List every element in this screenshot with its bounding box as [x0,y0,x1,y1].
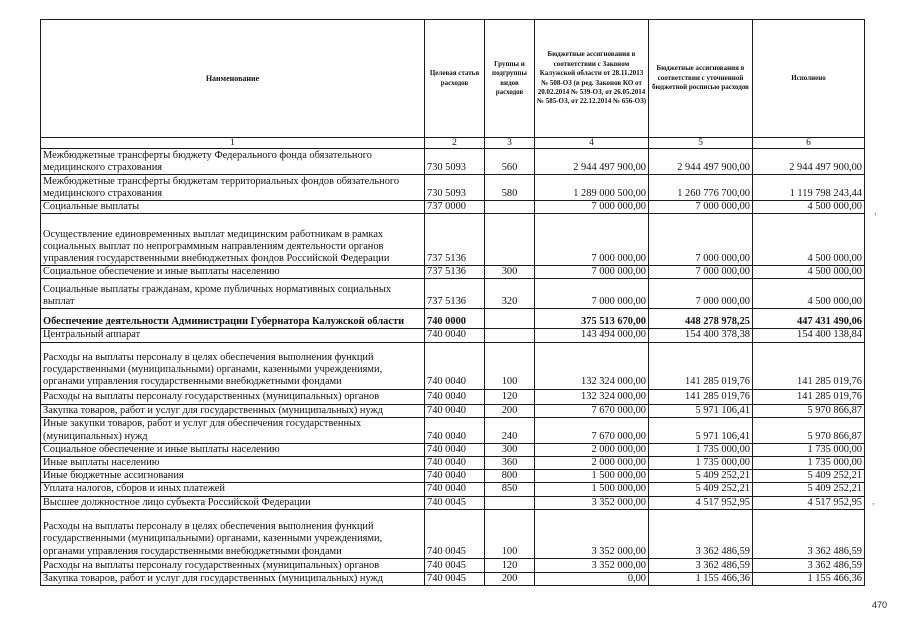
row-expense-group: 120 [485,558,535,572]
row-budget-amount: 132 324 000,00 [535,389,649,404]
row-name: Межбюджетные трансферты бюджету Федерального фонда обязательного медицинского страхования [41,149,425,175]
row-executed-amount: 154 400 138,84 [753,329,865,342]
row-refined-amount: 3 362 486,59 [649,509,753,558]
row-executed-amount: 141 285 019,76 [753,342,865,389]
page-number: 470 [872,600,888,610]
row-executed-amount: 3 362 486,59 [753,558,865,572]
row-name: Расходы на выплаты персоналу в целях обеспечения выполнения функций государственными (муниципальными) органами, казенными учреждениями, органами управления государственными внебюджетными фондами [41,509,425,558]
table-row [41,558,865,572]
row-expense-group: 320 [485,279,535,309]
header-executed: Исполнено [753,20,865,138]
row-name: Социальные выплаты гражданам, кроме публичных нормативных социальных выплат [41,279,425,309]
header-expense-groups: Группы и подгруппы видов расходов [485,20,535,138]
column-number: 3 [485,138,535,149]
row-target-code: 740 0000 [425,309,485,329]
row-target-code: 740 0040 [425,404,485,417]
column-number: 5 [649,138,753,149]
row-executed-amount: 141 285 019,76 [753,389,865,404]
row-budget-amount: 3 352 000,00 [535,509,649,558]
table-row [41,266,865,279]
row-name: Расходы на выплаты персоналу государственных (муниципальных) органов [41,389,425,404]
row-budget-amount: 132 324 000,00 [535,342,649,389]
table-row [41,443,865,456]
column-number: 1 [41,138,425,149]
table-row [41,404,865,417]
row-expense-group: 360 [485,457,535,470]
row-budget-amount: 375 513 670,00 [535,309,649,329]
row-expense-group [485,214,535,266]
row-target-code: 740 0045 [425,572,485,585]
row-expense-group: 100 [485,509,535,558]
row-budget-amount: 2 000 000,00 [535,457,649,470]
row-name: Иные выплаты населению [41,457,425,470]
row-target-code: 740 0040 [425,457,485,470]
row-budget-amount: 2 944 497 900,00 [535,149,649,175]
table-row [41,329,865,342]
row-target-code: 740 0045 [425,509,485,558]
column-number: 6 [753,138,865,149]
row-name: Закупка товаров, работ и услуг для государственных (муниципальных) нужд [41,572,425,585]
header-budget-law: Бюджетные ассигнования в соответствии с Законом Калужской области от 28.11.2013 № 508-ОЗ (в ред. Законов КО от 20.02.2014 № 539-ОЗ, от 26.05.2014 № 585-ОЗ, от 22.12.2014 № 656-ОЗ) [535,20,649,138]
table-row [41,572,865,585]
row-expense-group [485,496,535,509]
row-executed-amount: 1 155 466,36 [753,572,865,585]
row-refined-amount: 5 971 106,41 [649,404,753,417]
row-budget-amount: 3 352 000,00 [535,558,649,572]
row-refined-amount: 448 278 978,25 [649,309,753,329]
row-refined-amount: 5 409 252,21 [649,483,753,496]
row-target-code: 737 0000 [425,201,485,214]
row-expense-group: 850 [485,483,535,496]
row-budget-amount: 7 670 000,00 [535,417,649,443]
row-executed-amount: 1 735 000,00 [753,457,865,470]
row-refined-amount: 1 735 000,00 [649,457,753,470]
row-budget-amount: 1 500 000,00 [535,483,649,496]
row-budget-amount: 3 352 000,00 [535,496,649,509]
row-expense-group: 120 [485,389,535,404]
row-refined-amount: 3 362 486,59 [649,558,753,572]
table-row [41,149,865,175]
row-name: Иные закупки товаров, работ и услуг для обеспечения государственных (муниципальных) нужд [41,417,425,443]
row-name: Иные бюджетные ассигнования [41,470,425,483]
row-refined-amount: 141 285 019,76 [649,389,753,404]
row-executed-amount: 5 970 866,87 [753,404,865,417]
margin-mark: , [874,206,877,216]
row-refined-amount: 2 944 497 900,00 [649,149,753,175]
row-name: Расходы на выплаты персоналу государственных (муниципальных) органов [41,558,425,572]
row-budget-amount: 1 500 000,00 [535,470,649,483]
row-refined-amount: 1 735 000,00 [649,443,753,456]
row-target-code: 740 0040 [425,417,485,443]
row-expense-group [485,201,535,214]
row-expense-group: 800 [485,470,535,483]
table-row [41,457,865,470]
row-expense-group: 580 [485,175,535,201]
table-row [41,175,865,201]
header-name: Наименование [41,20,425,138]
row-executed-amount: 447 431 490,06 [753,309,865,329]
row-budget-amount: 7 000 000,00 [535,279,649,309]
row-executed-amount: 4 500 000,00 [753,214,865,266]
row-executed-amount: 4 500 000,00 [753,266,865,279]
table-row [41,417,865,443]
header-budget-refined: Бюджетные ассигнования в соответствии с уточненной бюджетной росписью расходов [649,20,753,138]
row-name: Уплата налогов, сборов и иных платежей [41,483,425,496]
row-target-code: 740 0045 [425,496,485,509]
table-row [41,470,865,483]
table-row [41,279,865,309]
row-target-code: 740 0040 [425,470,485,483]
row-name: Центральный аппарат [41,329,425,342]
row-target-code: 737 5136 [425,266,485,279]
column-number: 2 [425,138,485,149]
row-executed-amount: 4 500 000,00 [753,201,865,214]
row-refined-amount: 154 400 378,38 [649,329,753,342]
row-budget-amount: 7 000 000,00 [535,201,649,214]
row-name: Осуществление единовременных выплат медицинским работникам в рамках социальных выплат по непрограммным направлениям деятельности органов управления государственными внебюджетных фондов Российской Федерации [41,214,425,266]
row-target-code: 740 0040 [425,389,485,404]
row-name: Высшее должностное лицо субъекта Российской Федерации [41,496,425,509]
header-row [41,20,865,138]
row-expense-group: 200 [485,404,535,417]
table-row [41,496,865,509]
table-header [41,20,865,138]
row-executed-amount: 3 362 486,59 [753,509,865,558]
row-refined-amount: 5 971 106,41 [649,417,753,443]
row-target-code: 740 0040 [425,342,485,389]
row-target-code: 740 0040 [425,483,485,496]
row-expense-group [485,309,535,329]
row-target-code: 730 5093 [425,175,485,201]
budget-table [40,19,865,586]
row-target-code: 740 0040 [425,329,485,342]
row-target-code: 737 5136 [425,279,485,309]
row-refined-amount: 7 000 000,00 [649,279,753,309]
row-executed-amount: 2 944 497 900,00 [753,149,865,175]
column-number: 4 [535,138,649,149]
row-executed-amount: 5 409 252,21 [753,470,865,483]
row-executed-amount: 4 517 952,95 [753,496,865,509]
row-target-code: 737 5136 [425,214,485,266]
row-refined-amount: 1 155 466,36 [649,572,753,585]
row-target-code: 730 5093 [425,149,485,175]
table-row [41,389,865,404]
row-budget-amount: 2 000 000,00 [535,443,649,456]
row-budget-amount: 0,00 [535,572,649,585]
row-refined-amount: 7 000 000,00 [649,266,753,279]
row-budget-amount: 143 494 000,00 [535,329,649,342]
row-refined-amount: 7 000 000,00 [649,201,753,214]
table-row [41,201,865,214]
row-expense-group: 560 [485,149,535,175]
row-refined-amount: 5 409 252,21 [649,470,753,483]
row-target-code: 740 0040 [425,443,485,456]
row-name: Расходы на выплаты персоналу в целях обеспечения выполнения функций государственными (муниципальными) органами, казенными учреждениями, органами управления государственными внебюджетными фондами [41,342,425,389]
row-expense-group: 240 [485,417,535,443]
row-executed-amount: 4 500 000,00 [753,279,865,309]
table-row [41,483,865,496]
margin-mark: , [872,496,875,506]
table-body [41,138,865,586]
column-number-row [41,138,865,149]
table-row [41,509,865,558]
table-row [41,309,865,329]
row-budget-amount: 7 000 000,00 [535,214,649,266]
row-budget-amount: 7 000 000,00 [535,266,649,279]
row-refined-amount: 141 285 019,76 [649,342,753,389]
table-row [41,214,865,266]
table-row [41,342,865,389]
row-refined-amount: 1 260 776 700,00 [649,175,753,201]
row-target-code: 740 0045 [425,558,485,572]
row-name: Социальное обеспечение и иные выплаты населению [41,266,425,279]
row-name: Межбюджетные трансферты бюджетам территориальных фондов обязательного медицинского страхования [41,175,425,201]
row-expense-group [485,329,535,342]
row-budget-amount: 7 670 000,00 [535,404,649,417]
row-name: Обеспечение деятельности Администрации Губернатора Калужской области [41,309,425,329]
row-executed-amount: 5 970 866,87 [753,417,865,443]
row-expense-group: 100 [485,342,535,389]
row-expense-group: 300 [485,266,535,279]
row-executed-amount: 1 119 798 243,44 [753,175,865,201]
row-refined-amount: 7 000 000,00 [649,214,753,266]
row-name: Закупка товаров, работ и услуг для государственных (муниципальных) нужд [41,404,425,417]
row-expense-group: 200 [485,572,535,585]
row-expense-group: 300 [485,443,535,456]
row-budget-amount: 1 289 000 500,00 [535,175,649,201]
row-name: Социальные выплаты [41,201,425,214]
row-executed-amount: 5 409 252,21 [753,483,865,496]
row-executed-amount: 1 735 000,00 [753,443,865,456]
header-target-article: Целевая статья расходов [425,20,485,138]
row-name: Социальное обеспечение и иные выплаты населению [41,443,425,456]
row-refined-amount: 4 517 952,95 [649,496,753,509]
